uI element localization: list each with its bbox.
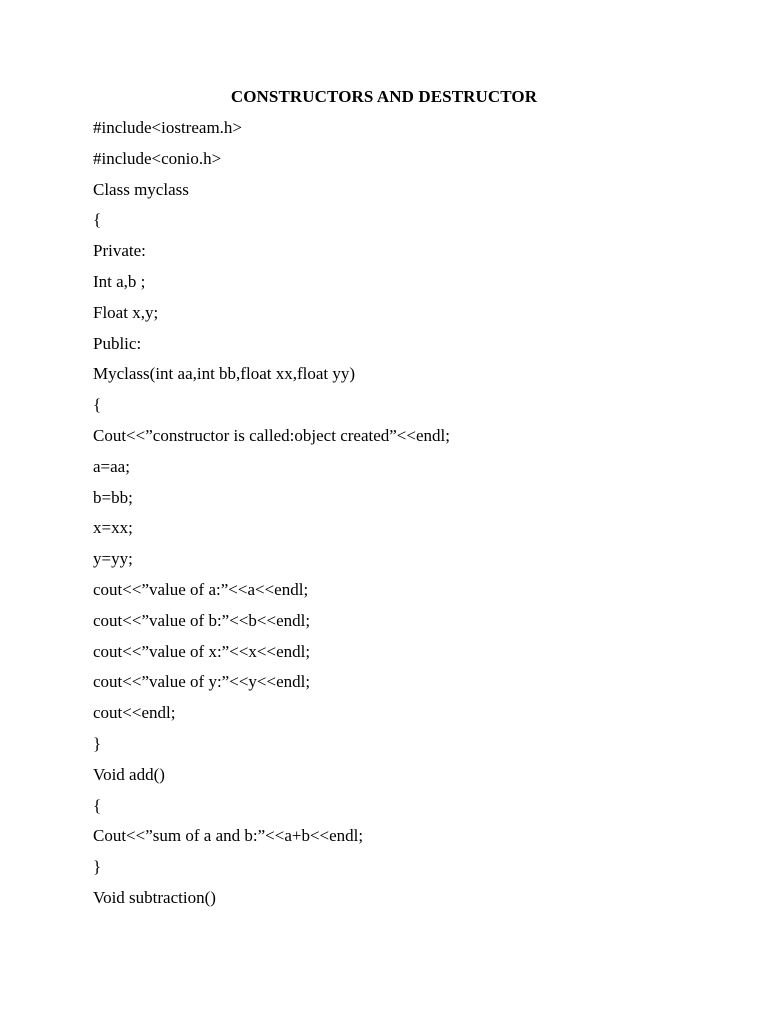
page-title: CONSTRUCTORS AND DESTRUCTOR xyxy=(230,87,538,106)
code-line: { xyxy=(93,795,102,815)
code-line: cout<<”value of a:”<<a<<endl; xyxy=(93,579,309,599)
code-line: Class myclass xyxy=(93,179,189,199)
code-line: Void subtraction() xyxy=(93,887,216,907)
code-listing xyxy=(93,117,450,918)
code-line: #include<iostream.h> xyxy=(93,118,242,137)
code-line: y=yy; xyxy=(93,549,133,569)
code-line: x=xx; xyxy=(93,518,133,538)
code-line: Float x,y; xyxy=(93,302,159,322)
code-line: cout<<”value of y:”<<y<<endl; xyxy=(93,672,311,692)
code-line: } xyxy=(93,733,102,753)
code-line: cout<<”value of b:”<<b<<endl; xyxy=(93,610,311,630)
code-line: #include<conio.h> xyxy=(93,148,222,168)
code-line: Cout<<”sum of a and b:”<<a+b<<endl; xyxy=(93,826,364,846)
code-line: cout<<”value of x:”<<x<<endl; xyxy=(93,641,311,661)
code-line: Myclass(int aa,int bb,float xx,float yy) xyxy=(93,364,356,384)
code-line: a=aa; xyxy=(93,456,130,476)
code-line: cout<<endl; xyxy=(93,703,176,723)
code-line: Cout<<”constructor is called:object created”<<endl; xyxy=(93,425,450,445)
code-line: { xyxy=(93,395,102,415)
code-line: { xyxy=(93,210,102,230)
code-line: Void add() xyxy=(93,764,165,784)
code-line: Private: xyxy=(93,241,146,261)
code-line: } xyxy=(93,857,102,877)
code-line: Int a,b ; xyxy=(93,271,146,291)
code-line: Public: xyxy=(93,333,142,353)
code-line: b=bb; xyxy=(93,487,133,507)
